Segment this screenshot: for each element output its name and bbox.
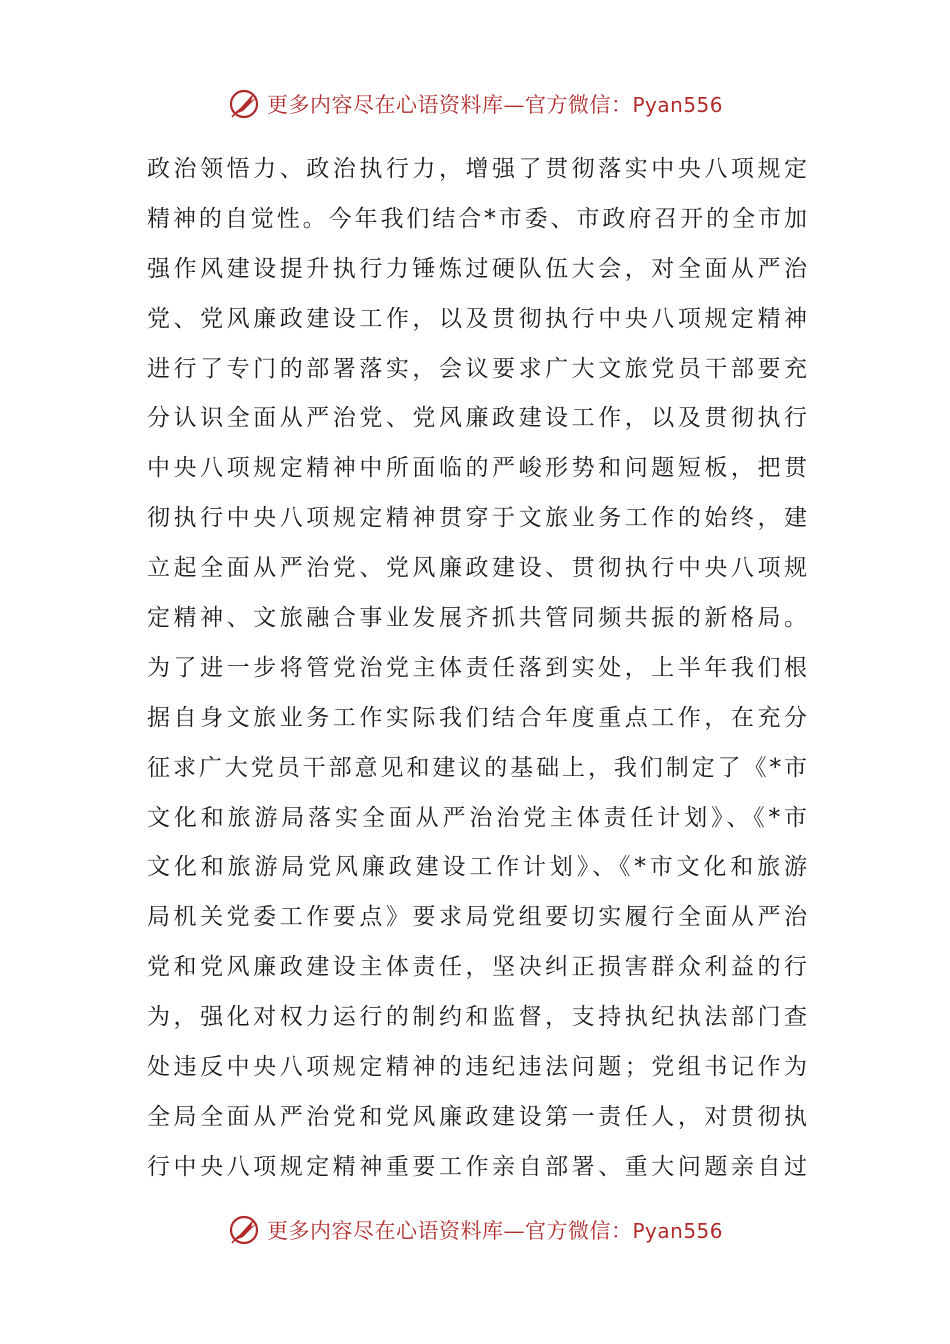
header-brand-text: 更多内容尽在心语资料库 (266, 93, 504, 117)
document-body (147, 145, 807, 1193)
body-line: 中央八项规定精神中所面临的严峻形势和问题短板，把贯 (147, 455, 807, 482)
body-line: 党、党风廉政建设工作，以及贯彻执行中央八项规定精神 (147, 305, 807, 332)
header-dash: — (503, 93, 525, 117)
body-line: 立起全面从严治党、党风廉政建设、贯彻执行中央八项规 (147, 555, 807, 582)
quill-logo-icon (227, 87, 261, 121)
footer-banner (0, 1210, 950, 1250)
body-line: 文化和旅游局党风廉政建设工作计划》、《*市文化和旅游 (147, 854, 807, 881)
body-line: 强作风建设提升执行力锤炼过硬队伍大会，对全面从严治 (147, 255, 807, 282)
body-line: 文化和旅游局落实全面从严治治党主体责任计划》、《*市 (147, 804, 807, 831)
body-line: 政治领悟力、政治执行力，增强了贯彻落实中央八项规定 (147, 156, 807, 182)
body-line: 为了进一步将管党治党主体责任落到实处，上半年我们根 (147, 654, 807, 681)
header-banner (0, 84, 950, 124)
body-line: 局机关党委工作要点》要求局党组要切实履行全面从严治 (147, 904, 807, 931)
body-line: 定精神、文旅融合事业发展齐抓共管同频共振的新格局。 (147, 605, 807, 632)
body-line: 精神的自觉性。今年我们结合*市委、市政府召开的全市加 (147, 205, 807, 232)
header-banner-text (267, 89, 723, 119)
body-line: 分认识全面从严治党、党风廉政建设工作，以及贯彻执行 (147, 405, 807, 432)
footer-wechat-label: 官方微信： (524, 1219, 633, 1243)
body-line: 据自身文旅业务工作实际我们结合年度重点工作，在充分 (147, 704, 807, 731)
quill-logo-icon (227, 1213, 261, 1247)
body-line: 行中央八项规定精神重要工作亲自部署、重大问题亲自过 (147, 1153, 807, 1180)
footer-wechat-id: Pyan556 (632, 1219, 723, 1243)
body-line: 全局全面从严治党和党风廉政建设第一责任人，对贯彻执 (147, 1103, 807, 1130)
body-line: 征求广大党员干部意见和建议的基础上，我们制定了《*市 (147, 754, 807, 781)
header-wechat-id: Pyan556 (632, 93, 723, 117)
body-line: 为，强化对权力运行的制约和监督，支持执纪执法部门查 (147, 1004, 807, 1031)
header-wechat-label: 官方微信： (524, 93, 633, 117)
body-line: 彻执行中央八项规定精神贯穿于文旅业务工作的始终，建 (147, 505, 807, 532)
body-line: 党和党风廉政建设主体责任，坚决纠正损害群众利益的行 (147, 954, 807, 981)
footer-brand-text: 更多内容尽在心语资料库 (266, 1219, 504, 1243)
footer-dash: — (503, 1219, 525, 1243)
body-line: 处违反中央八项规定精神的违纪违法问题；党组书记作为 (147, 1054, 807, 1081)
footer-banner-text (267, 1215, 723, 1245)
body-line: 进行了专门的部署落实，会议要求广大文旅党员干部要充 (147, 355, 807, 382)
